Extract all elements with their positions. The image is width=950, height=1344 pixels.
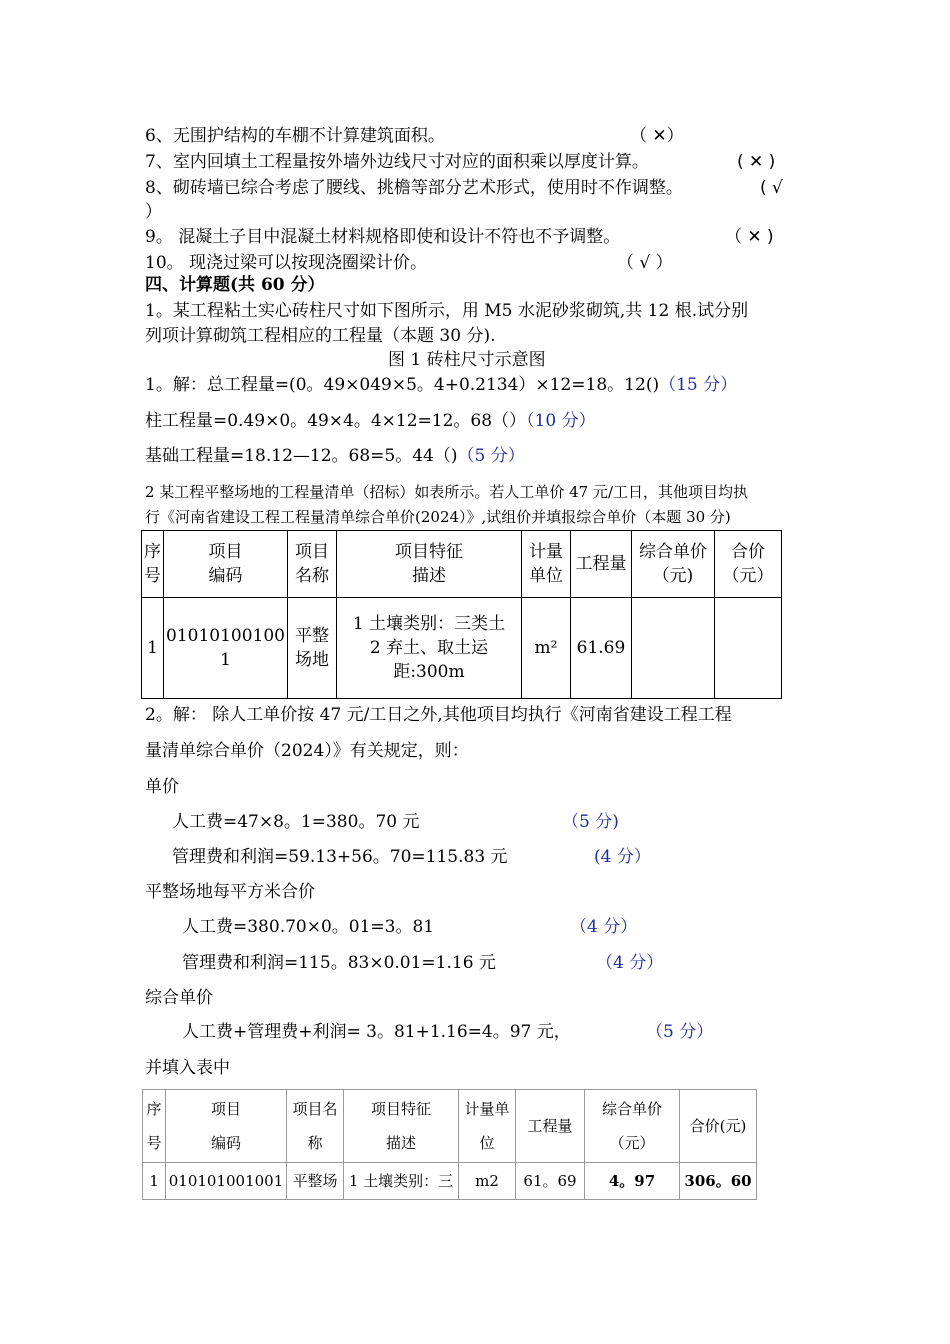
management-profit: 管理费和利润=59.13+56。70=115.83 元: [172, 847, 508, 867]
table-cell: 1: [143, 1163, 166, 1200]
header-cell: 项目 编码: [166, 1090, 287, 1163]
table-cell: [344, 1163, 459, 1200]
table-cell: 61.69: [570, 598, 631, 699]
judgment-mark: ( ✕ ): [737, 152, 776, 172]
q1-solution-column: [145, 410, 596, 432]
fill-note: 并填入表中: [145, 1058, 230, 1078]
management-profit-score: (4 分）: [594, 847, 651, 867]
q1-line1: 1。某工程粘土实心砖柱尺寸如下图所示，用 M5 水泥砂浆砌筑,共 12 根.试分别: [145, 301, 749, 321]
score: （5 分）: [457, 446, 525, 466]
header-cell: 项目特征 描述: [344, 1090, 459, 1163]
table-header-row: [143, 1090, 757, 1163]
judgment-7: [145, 151, 649, 173]
judgment-10: [145, 252, 427, 274]
table-cell: m2: [459, 1163, 516, 1200]
judgment-text: 7、室内回填土工程量按外墙外边线尺寸对应的面积乘以厚度计算。: [145, 152, 649, 172]
header-cell: 项目 名称: [287, 531, 336, 598]
score: （10 分）: [526, 411, 596, 431]
composite-formula: 人工费+管理费+利润= 3。81+1.16=4。97 元，: [182, 1022, 571, 1042]
q1-line2: 列项计算砌筑工程相应的工程量（本题 30 分).: [145, 326, 496, 346]
header-cell: 工程量: [516, 1090, 585, 1163]
judgment-mark: （ ✕ ): [725, 227, 774, 247]
header-cell: 合价 （元）: [714, 531, 781, 598]
header-cell: 计量 单位: [521, 531, 570, 598]
formula: 基础工程量=18.12—12。68=5。44（): [145, 446, 458, 466]
header-cell: 计量单 位: [459, 1090, 516, 1163]
header-cell: 综合单价 （元）: [585, 1090, 680, 1163]
header-cell: 项目特征 描述: [336, 531, 521, 598]
labor-cost-score: （5 分): [562, 812, 619, 832]
cell-text: 1 土壤类别：三: [348, 1172, 454, 1190]
header-cell: 合价(元): [680, 1090, 757, 1163]
management-profit-per-m2: 管理费和利润=115。83×0.01=1.16 元: [182, 953, 496, 973]
table-cell: [287, 1163, 344, 1200]
table-header-row: [142, 531, 782, 598]
judgment-8: [145, 177, 683, 199]
judgment-mark-wrap: ）: [145, 202, 162, 222]
q2-line1: 2 某工程平整场地的工程量清单（招标）如表所示。若人工单价 47 元/工日，其他项目均执: [145, 483, 748, 501]
judgment-text: 9。 混凝土子目中混凝土材料规格即使和设计不符也不予调整。: [145, 227, 621, 247]
table-row: [142, 598, 782, 699]
header-cell: 序 号: [143, 1090, 166, 1163]
table-cell: 01010100100 1: [164, 598, 288, 699]
section-title: 四、计算题(共 60 分）: [145, 275, 325, 295]
labor-cost: 人工费=47×8。1=380。70 元: [172, 812, 420, 832]
header-cell: 工程量: [570, 531, 631, 598]
figure-caption: 图 1 砖柱尺寸示意图: [388, 350, 546, 370]
table-cell: m²: [521, 598, 570, 699]
table-cell: 306。60: [680, 1163, 757, 1200]
judgment-text: 8、砌砖墙已综合考虑了腰线、挑檐等部分艺术形式，使用时不作调整。: [145, 178, 683, 198]
header-cell: 综合单价 （元): [631, 531, 714, 598]
header-cell: 项目 编码: [164, 531, 288, 598]
judgment-mark: （ ✕）: [630, 126, 684, 146]
q2-solution-line2: 量清单综合单价（2024）》有关规定，则：: [145, 741, 469, 761]
table-cell: [631, 598, 714, 699]
q2-line2: 行《河南省建设工程工程量清单综合单价(2024）》,试组价并填报综合单价（本题 30 分): [145, 508, 731, 526]
judgment-mark: （ √ ）: [617, 253, 673, 273]
composite-title: 综合单价: [145, 988, 213, 1008]
table-cell: [714, 598, 781, 699]
filled-quote-table: [142, 1089, 757, 1200]
judgment-6: [145, 125, 445, 147]
judgment-mark: ( √: [760, 178, 783, 198]
table-cell: 4。97: [585, 1163, 680, 1200]
table-cell: 1: [142, 598, 164, 699]
formula: 柱工程量=0.49×0。49×4。4×12=12。68（）: [145, 411, 527, 431]
management-profit-per-m2-score: （4 分）: [596, 953, 664, 973]
unit-price-title: 单价: [145, 777, 179, 797]
table-cell: 61。69: [516, 1163, 585, 1200]
labor-cost-per-m2: 人工费=380.70×0。01=3。81: [182, 917, 435, 937]
table-cell: 010101001001: [166, 1163, 287, 1200]
judgment-text: 6、无围护结构的车棚不计算建筑面积。: [145, 126, 445, 146]
q1-solution-total: [145, 374, 737, 396]
table-cell: 1 土壤类别：三类土 2 弃土、取土运 距:300m: [336, 598, 521, 699]
judgment-text: 10。 现浇过梁可以按现浇圈梁计价。: [145, 253, 428, 273]
composite-score: （5 分）: [646, 1022, 714, 1042]
q1-solution-foundation: [145, 445, 525, 467]
formula: 1。解：总工程量=(0。49×049×5。4+0.2134）×12=18。12(): [145, 375, 660, 395]
labor-cost-per-m2-score: （4 分）: [570, 917, 638, 937]
judgment-9: [145, 226, 620, 248]
header-cell: 序 号: [142, 531, 164, 598]
bill-of-quantities-table: [141, 530, 782, 699]
header-cell: 项目名 称: [287, 1090, 344, 1163]
per-m2-title: 平整场地每平方米合价: [145, 882, 315, 902]
score: （15 分）: [659, 375, 738, 395]
table-row: [143, 1163, 757, 1200]
cell-text: 平整场: [292, 1172, 338, 1190]
table-cell: 平整 场地: [287, 598, 336, 699]
q2-solution-line1: 2。解： 除人工单价按 47 元/工日之外,其他项目均执行《河南省建设工程工程: [145, 705, 732, 725]
